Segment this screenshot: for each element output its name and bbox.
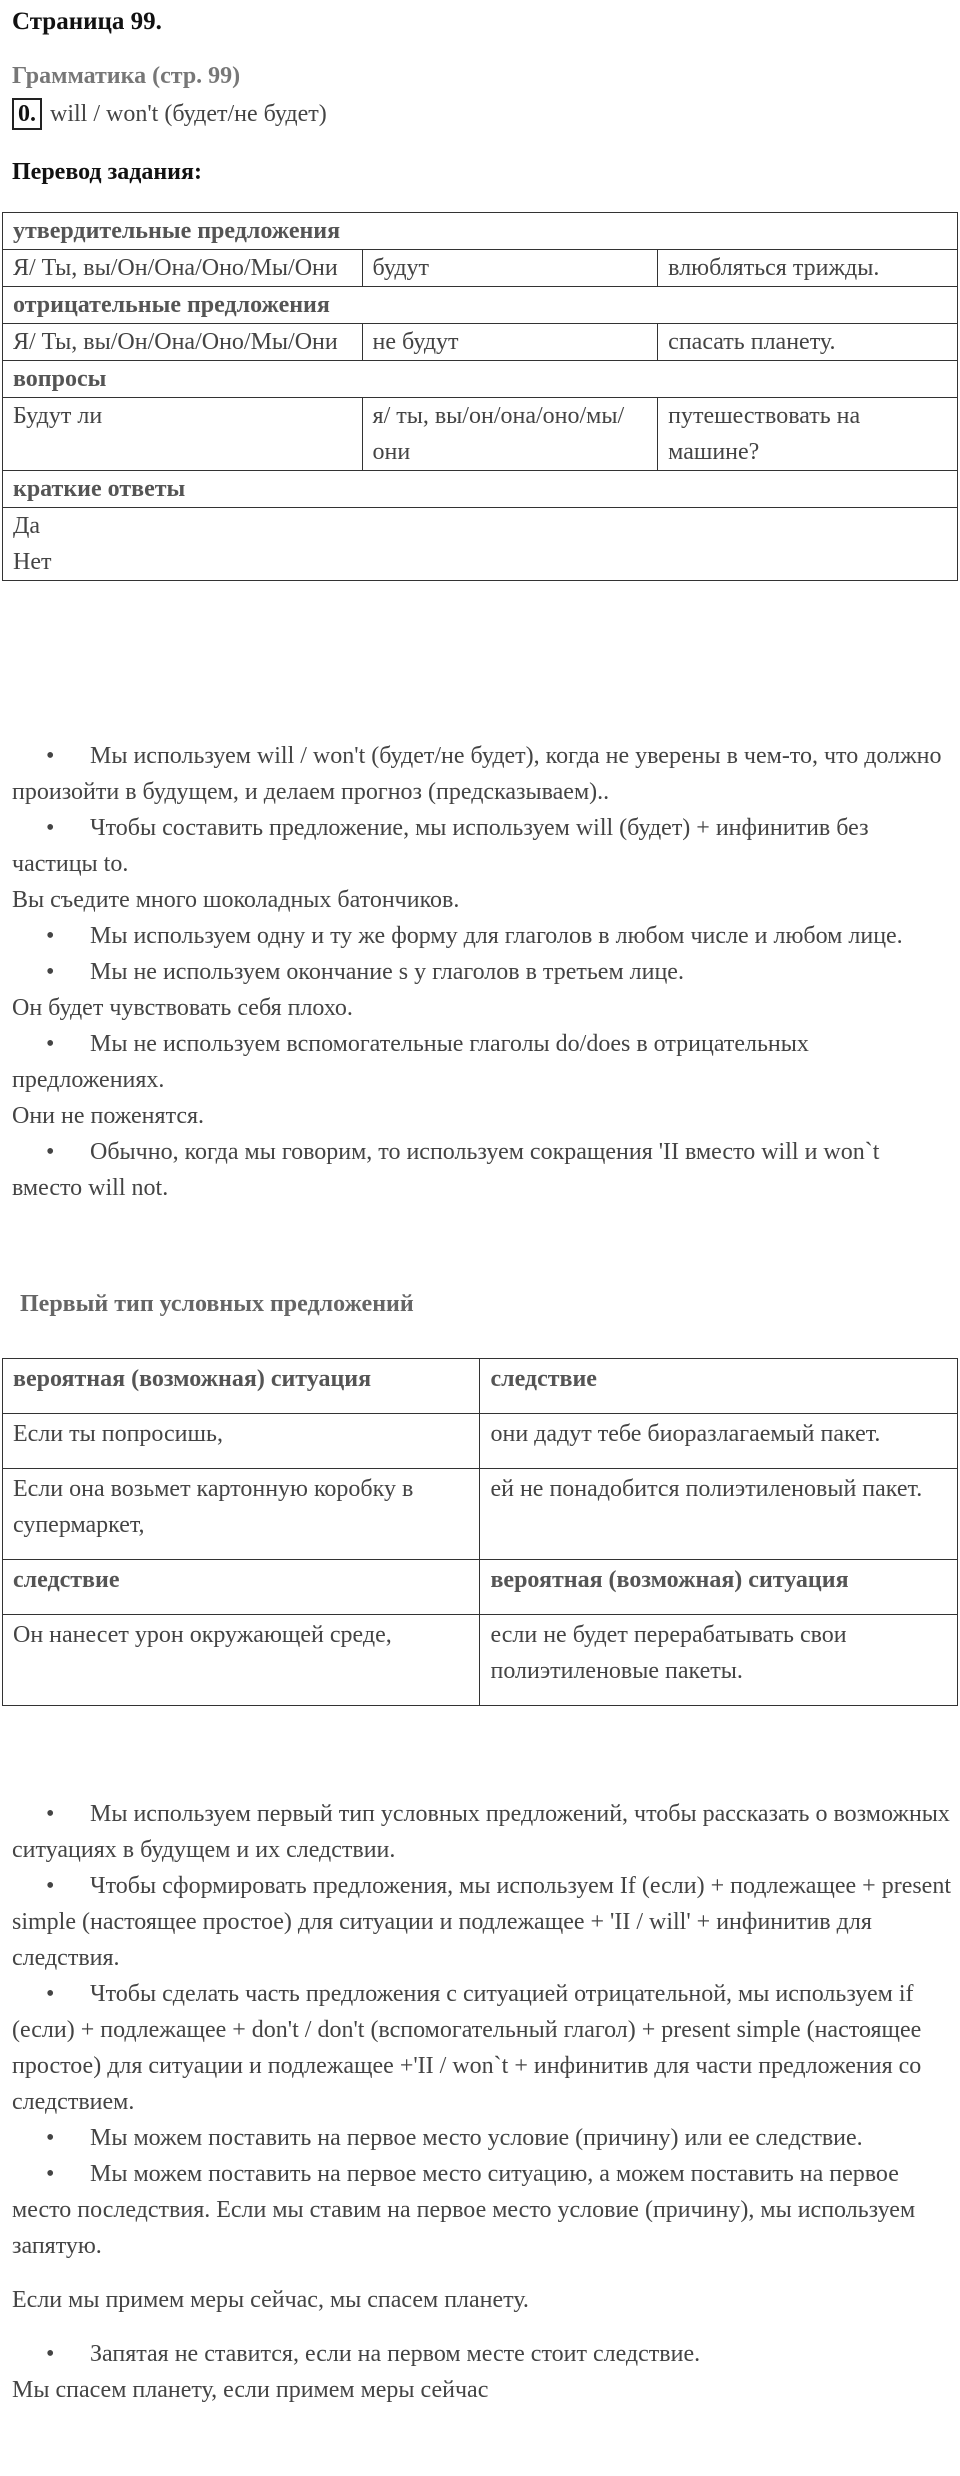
page-title: Страница 99. — [12, 8, 162, 35]
exercise-zero-text: will / won't (будет/не будет) — [50, 101, 327, 127]
short-answers-heading: краткие ответы — [3, 471, 958, 508]
header-consequence-2: следствие — [3, 1560, 480, 1615]
question-example: путешествовать на машине? — [658, 398, 958, 471]
bullet-icon: • — [46, 2125, 55, 2151]
example-sentence: Если мы примем меры сейчас, мы спасем планету. — [12, 2287, 529, 2313]
example-sentence: Он будет чувствовать себя плохо. — [12, 995, 353, 1021]
list-item: • Мы можем поставить на первое место условие (причину) или ее следствие. — [12, 2120, 952, 2156]
bullet-icon: • — [46, 1031, 55, 1057]
example-sentence: Мы спасем планету, если примем меры сейчас — [12, 2377, 489, 2403]
bullet-icon: • — [46, 959, 55, 985]
question-verb: Будут ли — [3, 398, 363, 471]
example-sentence: Они не поженятся. — [12, 1103, 205, 1129]
affirmative-example: влюбляться трижды. — [658, 250, 958, 287]
table-cell: Если ты попросишь, — [3, 1414, 480, 1469]
header-situation: вероятная (возможная) ситуация — [3, 1359, 480, 1414]
list-item: • Мы используем will / won't (будет/не будет), когда не уверены в чем-то, что должно произойти в будущем, и делаем прогноз (предсказываем).. — [12, 738, 952, 810]
list-item: • Мы используем первый тип условных предложений, чтобы рассказать о возможных ситуациях в будущем и их следствии. — [12, 1796, 952, 1868]
first-conditional-table — [2, 1358, 958, 1706]
table-cell: Он нанесет урон окружающей среде, — [3, 1615, 480, 1706]
exercise-zero-line — [12, 96, 327, 132]
conditionals-heading: Первый тип условных предложений — [20, 1291, 414, 1317]
header-situation-2: вероятная (возможная) ситуация — [480, 1560, 958, 1615]
example-sentence: Вы съедите много шоколадных батончиков. — [12, 887, 460, 913]
negative-subject: Я/ Ты, вы/Он/Она/Оно/Мы/Они — [3, 324, 363, 361]
table-cell: Если она возьмет картонную коробку в супермаркет, — [3, 1469, 480, 1560]
will-rules-section — [12, 738, 952, 1206]
list-item: • Мы не используем вспомогательные глаголы do/does в отрицательных предложениях. — [12, 1026, 952, 1098]
header-consequence: следствие — [480, 1359, 958, 1414]
list-item: • Чтобы сформировать предложения, мы используем If (если) + подлежащее + present simple (настоящее простое) для ситуации и подлежащее + 'II / will' + инфинитив для следствия. — [12, 1868, 952, 1976]
list-item: • Мы не используем окончание s у глаголов в третьем лице. — [12, 954, 952, 990]
bullet-icon: • — [46, 2341, 55, 2367]
affirmative-subject: Я/ Ты, вы/Он/Она/Оно/Мы/Они — [3, 250, 363, 287]
negative-example: спасать планету. — [658, 324, 958, 361]
short-answer-yes: Да — [13, 513, 41, 539]
list-item: • Чтобы составить предложение, мы используем will (будет) + инфинитив без частицы to. — [12, 810, 952, 882]
list-item: • Запятая не ставится, если на первом месте стоит следствие. — [12, 2336, 952, 2372]
negative-verb: не будут — [362, 324, 658, 361]
negative-heading: отрицательные предложения — [3, 287, 958, 324]
list-item: • Обычно, когда мы говорим, то используем сокращения 'II вместо will и won`t вместо will not. — [12, 1134, 952, 1206]
bullet-icon: • — [46, 1873, 55, 1899]
translation-heading: Перевод задания: — [12, 159, 202, 185]
short-answer-no: Нет — [13, 549, 52, 575]
will-grammar-table — [2, 212, 958, 581]
question-subject: я/ ты, вы/он/она/оно/мы/они — [362, 398, 658, 471]
affirmative-verb: будут — [362, 250, 658, 287]
bullet-icon: • — [46, 743, 55, 769]
short-answers — [3, 508, 958, 581]
bullet-icon: • — [46, 1139, 55, 1165]
list-item: • Мы используем одну и ту же форму для глаголов в любом числе и любом лице. — [12, 918, 952, 954]
bullet-icon: • — [46, 923, 55, 949]
exercise-number-box: 0. — [12, 98, 42, 130]
questions-heading: вопросы — [3, 361, 958, 398]
bullet-icon: • — [46, 1801, 55, 1827]
table-cell: ей не понадобится полиэтиленовый пакет. — [480, 1469, 958, 1560]
bullet-icon: • — [46, 2161, 55, 2187]
bullet-icon: • — [46, 815, 55, 841]
table-cell: если не будет перерабатывать свои полиэтиленовые пакеты. — [480, 1615, 958, 1706]
table-cell: они дадут тебе биоразлагаемый пакет. — [480, 1414, 958, 1469]
bullet-icon: • — [46, 1981, 55, 2007]
affirmative-heading: утвердительные предложения — [3, 213, 958, 250]
grammar-heading: Грамматика (стр. 99) — [12, 63, 241, 89]
list-item: • Мы можем поставить на первое место ситуацию, а можем поставить на первое место последствия. Если мы ставим на первое место условие (причину), мы используем запятую. — [12, 2156, 952, 2264]
conditional-rules-section — [12, 1796, 952, 2408]
list-item: • Чтобы сделать часть предложения с ситуацией отрицательной, мы используем if (если) + подлежащее + don't / don't (вспомогательный глагол) + present simple (настоящее простое) для ситуации и подлежащее +'II / won`t + инфинитив для части предложения со следствием. — [12, 1976, 952, 2120]
